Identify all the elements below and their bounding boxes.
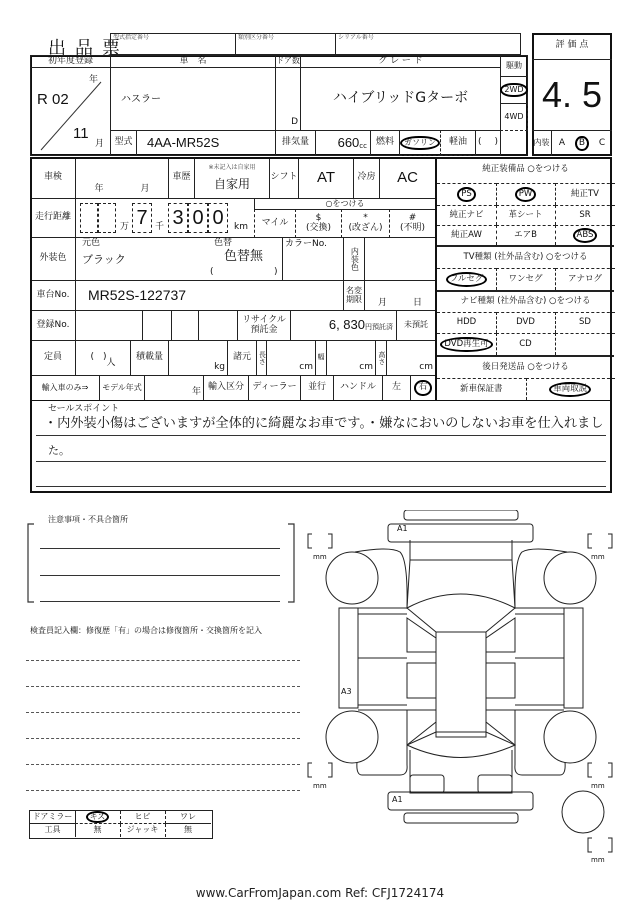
shaken-month: 月 bbox=[140, 184, 150, 195]
mm-label: mm bbox=[313, 782, 327, 790]
mileage-tampered-sub: (改ざん) bbox=[348, 222, 383, 233]
equipment-option bbox=[555, 183, 615, 205]
drive-2wd: 2WD bbox=[500, 83, 527, 98]
first-reg-cell bbox=[30, 67, 111, 156]
model-year-label: モデル年式 bbox=[99, 375, 145, 401]
sales-point-label: セールスポイント bbox=[48, 404, 120, 414]
jack-value: 無 bbox=[184, 825, 192, 835]
height-cm: cm bbox=[386, 340, 436, 376]
inspector-label: 検査員記入欄：修復歴「有」の場合は修復箇所・交換箇所を記入 bbox=[30, 626, 262, 635]
mirror-label: ドアミラー bbox=[30, 811, 76, 824]
front-bumper bbox=[388, 524, 533, 542]
ac-label: 冷房 bbox=[353, 157, 380, 199]
rear-left-wheel bbox=[326, 711, 378, 763]
equipment-option-circled: フルセグ bbox=[446, 272, 488, 287]
equipment-option-label: 純正AW bbox=[451, 229, 482, 240]
fuel-gasoline: ガソリン bbox=[400, 136, 440, 151]
tread-bracket bbox=[588, 763, 612, 777]
sales-point-line1: ・内外装小傷はございますが全体的に綺麗なお車です。・嫌なにおいのしないお車を仕入れまし bbox=[44, 416, 604, 431]
interior-grade-a: A bbox=[552, 130, 572, 156]
equipment-option-circled: 車両取説 bbox=[549, 382, 591, 397]
equipment-option-label: SD bbox=[579, 317, 591, 328]
equipment-option-label: 純正ナビ bbox=[449, 209, 484, 220]
equipment-option bbox=[496, 333, 556, 355]
interior-grade-c: C bbox=[592, 130, 612, 156]
recycle-unit: 円預託済 bbox=[365, 322, 393, 331]
chassis-label: 車台No. bbox=[30, 280, 76, 311]
mileage-label: 走行距離 bbox=[30, 198, 76, 238]
month-unit: 月 bbox=[95, 139, 105, 149]
import-parallel: 並行 bbox=[300, 375, 334, 401]
mm-label: mm bbox=[591, 856, 605, 864]
right-side-sill bbox=[564, 608, 583, 708]
mileage-mile: マイル bbox=[254, 209, 296, 238]
mm-label: mm bbox=[591, 553, 605, 561]
left-side-panels bbox=[358, 614, 407, 705]
equipment-option bbox=[437, 268, 497, 290]
rear-window bbox=[407, 732, 515, 758]
paren-close: ) bbox=[494, 137, 498, 148]
interior-color-label: 内装色 bbox=[343, 237, 365, 281]
equipment-option bbox=[437, 378, 527, 400]
model-label: 型式 bbox=[110, 130, 137, 156]
reg-no-label: 登録No. bbox=[30, 310, 76, 341]
tread-bracket bbox=[308, 763, 332, 777]
front-right-wheel bbox=[544, 552, 596, 604]
recycle-not-deposited: 未預託 bbox=[396, 310, 436, 341]
right-side-panels bbox=[515, 614, 564, 705]
equipment-option bbox=[437, 312, 497, 333]
shift-value: AT bbox=[298, 157, 354, 199]
import-label: 輸入車のみ⇒ bbox=[30, 375, 100, 401]
tools-label: 工具 bbox=[30, 824, 76, 837]
history-value: 自家用 bbox=[213, 176, 250, 191]
import-type-label: 輸入区分 bbox=[203, 375, 249, 401]
equipment-option bbox=[555, 225, 615, 245]
tread-bracket bbox=[588, 838, 612, 852]
windshield bbox=[407, 608, 515, 632]
rear-light-right bbox=[478, 775, 512, 793]
mileage-digit: 0 bbox=[188, 203, 208, 233]
color-no-label: カラーNo. bbox=[282, 237, 344, 281]
equipment-option-circled: DVD再生可 bbox=[440, 337, 492, 352]
car-name: ハスラー bbox=[121, 93, 161, 105]
deadline-month: 月 bbox=[377, 298, 387, 309]
orig-color: ブラック bbox=[82, 253, 126, 266]
handle-label: ハンドル bbox=[333, 375, 383, 401]
mm-label: mm bbox=[591, 782, 605, 790]
orig-color-label: 元色 bbox=[82, 238, 101, 248]
front-bumper-guard bbox=[404, 510, 518, 520]
tread-bracket bbox=[308, 534, 332, 548]
sales-point-section bbox=[30, 400, 612, 493]
cc-unit: cc bbox=[359, 142, 367, 151]
drive-4wd: 4WD bbox=[500, 103, 528, 131]
spare-wheel bbox=[562, 791, 604, 833]
shaken-label: 車検 bbox=[30, 157, 76, 199]
mileage-unknown-sub: (不明) bbox=[399, 222, 426, 233]
fuel-diesel: 軽油 bbox=[440, 130, 476, 156]
equipment-option-label: アナログ bbox=[567, 273, 602, 284]
mirror-break: ワレ bbox=[165, 811, 211, 824]
drive-label: 駆動 bbox=[500, 55, 528, 77]
color-cell bbox=[75, 237, 283, 281]
category-label: 類別区分番号 bbox=[238, 34, 275, 41]
hood-front bbox=[410, 540, 512, 560]
width-label: 幅 bbox=[315, 340, 327, 376]
equipment-option-label: 純正TV bbox=[570, 188, 599, 199]
deadline-day: 日 bbox=[412, 298, 422, 309]
color-change-label: 色替 bbox=[214, 238, 233, 248]
capacity-value: ( ) bbox=[90, 352, 107, 363]
equipment-option bbox=[496, 183, 556, 205]
equipment-option-label: DVD bbox=[516, 317, 535, 328]
tools-table bbox=[29, 810, 213, 839]
displacement: 660 bbox=[337, 134, 360, 150]
import-dealer: ディーラー bbox=[248, 375, 301, 401]
handle-left: 左 bbox=[382, 375, 411, 401]
equipment-option bbox=[437, 225, 497, 245]
notes-label: 注意事項・不具合箇所 bbox=[48, 515, 128, 524]
first-reg-label: 初年度登録 bbox=[30, 55, 111, 68]
recycle-label: リサイクル預託金 bbox=[237, 310, 291, 341]
equipment-option bbox=[496, 225, 556, 245]
equipment-option-label: エアB bbox=[514, 229, 537, 240]
front-pillars bbox=[407, 618, 515, 652]
interior-grade-b: B bbox=[575, 136, 589, 152]
spec-label: 諸元 bbox=[227, 340, 257, 376]
tools-value: 無 bbox=[75, 824, 121, 837]
load-label: 積載量 bbox=[130, 340, 169, 376]
equipment-section-header: 後日発送品 ○をつける bbox=[437, 355, 614, 378]
paren-close: ) bbox=[274, 267, 278, 277]
shift-label: シフト bbox=[269, 157, 299, 199]
paren-open: ( bbox=[478, 137, 482, 148]
mileage-digit: 0 bbox=[208, 203, 228, 233]
reg-month: 11 bbox=[73, 125, 89, 142]
mm-label: mm bbox=[313, 553, 327, 561]
mileage-digits bbox=[75, 198, 255, 238]
door-unit: D bbox=[291, 117, 298, 128]
right-rear-fender bbox=[515, 710, 565, 775]
overall-score: 4. 5 bbox=[541, 74, 603, 116]
equipment-option-label: 新車保証書 bbox=[459, 383, 503, 394]
equipment-option bbox=[526, 378, 616, 400]
history-label: 車歴 bbox=[168, 157, 195, 199]
mileage-digit: 3 bbox=[168, 203, 188, 233]
rear-light-left bbox=[410, 775, 444, 793]
capacity-label: 定員 bbox=[30, 340, 76, 376]
history-note: ※未記入は自家用 bbox=[208, 164, 256, 172]
tread-bracket bbox=[588, 534, 612, 548]
reg-era-year: R 02 bbox=[37, 91, 69, 108]
equipment-option-label: 革シート bbox=[508, 209, 543, 220]
sheet-title: 出 品 票 bbox=[48, 38, 123, 58]
equipment-option-circled: ABS bbox=[573, 228, 598, 243]
equipment-option bbox=[496, 312, 556, 333]
door-label: ドア数 bbox=[275, 55, 301, 68]
ac-value: AC bbox=[379, 157, 436, 199]
shaken-year: 年 bbox=[94, 184, 104, 195]
left-door-front bbox=[407, 663, 436, 698]
score-label: 評 価 点 bbox=[532, 33, 612, 60]
equipment-option bbox=[555, 268, 615, 290]
rear-bumper bbox=[388, 792, 533, 810]
equipment-panel bbox=[435, 157, 614, 401]
equipment-section-header: TV種類 (社外品含む) ○をつける bbox=[437, 245, 614, 268]
mileage-exchanged-sub: (交換) bbox=[305, 222, 332, 233]
right-door-front bbox=[486, 663, 515, 698]
grade: ハイブリッドGターボ bbox=[332, 90, 469, 107]
handle-right: 右 bbox=[414, 380, 431, 396]
interior-label: 内装 bbox=[532, 130, 552, 156]
equipment-option bbox=[437, 205, 497, 225]
rear-bumper-guard bbox=[404, 813, 518, 823]
footer-ref: www.CarFromJapan.com Ref: CFJ1724174 bbox=[195, 886, 445, 900]
equipment-option bbox=[496, 205, 556, 225]
mileage-digit: 7 bbox=[132, 203, 152, 233]
roof bbox=[436, 632, 486, 737]
equipment-option bbox=[555, 333, 615, 355]
mileage-mark-note: ○をつける bbox=[254, 198, 436, 210]
left-rear-fender bbox=[357, 710, 407, 775]
type-cert-label: 型式指定番号 bbox=[113, 34, 150, 41]
km-unit: km bbox=[234, 222, 248, 232]
model-code: 4AA-MR52S bbox=[147, 134, 220, 150]
equipment-option-label: ワンセグ bbox=[508, 273, 543, 284]
equipment-option bbox=[437, 183, 497, 205]
equipment-option bbox=[555, 205, 615, 225]
year-unit: 年 bbox=[89, 75, 99, 85]
equipment-section-header: 純正装備品 ○をつける bbox=[482, 164, 569, 175]
equipment-option bbox=[437, 333, 497, 355]
hood bbox=[407, 560, 515, 608]
equipment-option bbox=[555, 312, 615, 333]
rear-right-wheel bbox=[544, 711, 596, 763]
rear-bumper-code: A1 bbox=[392, 795, 403, 804]
equipment-option-circled: PS bbox=[457, 187, 476, 202]
grade-label: グ レ ー ド bbox=[300, 55, 501, 68]
front-left-wheel bbox=[326, 552, 378, 604]
length-cm: cm bbox=[266, 340, 316, 376]
equipment-option-circled: PW bbox=[515, 187, 537, 202]
mileage-exchanged: $ bbox=[315, 212, 322, 223]
front-bumper-code: A1 bbox=[397, 524, 408, 533]
height-label: 高さ bbox=[375, 340, 387, 376]
kg-unit: kg bbox=[168, 340, 228, 376]
left-front-fender bbox=[355, 549, 407, 608]
rear-pillars bbox=[407, 710, 515, 745]
equipment-option-label: HDD bbox=[456, 317, 477, 328]
name-change-deadline-label: 名変期限 bbox=[343, 280, 365, 311]
serial-label: シリアル番号 bbox=[338, 34, 374, 41]
right-front-fender bbox=[515, 549, 567, 608]
sales-point-line2: た。 bbox=[48, 444, 70, 457]
length-label: 長さ bbox=[256, 340, 267, 376]
mirror-crack: ヒビ bbox=[120, 811, 166, 824]
sen-unit: 千 bbox=[155, 222, 165, 232]
mileage-tampered: * bbox=[363, 212, 368, 223]
jack-label: ジャッキ bbox=[120, 824, 166, 837]
exterior-color-label: 外装色 bbox=[30, 237, 76, 281]
man-unit: 万 bbox=[120, 222, 130, 232]
fuel-label: 燃料 bbox=[370, 130, 400, 156]
paren-open: ( bbox=[210, 267, 214, 277]
color-change: 色替無 bbox=[224, 249, 264, 264]
recycle-value: 6, 830 bbox=[328, 317, 365, 333]
left-side-code: A3 bbox=[341, 687, 352, 696]
equipment-option bbox=[496, 268, 556, 290]
mirror-scratch: キズ bbox=[86, 811, 110, 824]
trunk bbox=[410, 750, 512, 793]
person-unit: 人 bbox=[106, 358, 116, 369]
equipment-section-header: ナビ種類 (社外品含む) ○をつける bbox=[437, 290, 614, 312]
mileage-unknown: # bbox=[408, 212, 417, 223]
displacement-label: 排気量 bbox=[275, 130, 316, 156]
width-cm: cm bbox=[326, 340, 376, 376]
equipment-option-label: SR bbox=[579, 209, 591, 220]
car-name-label: 車 名 bbox=[110, 55, 276, 68]
chassis-number: MR52S-122737 bbox=[88, 286, 187, 303]
model-year-unit: 年 bbox=[144, 375, 204, 401]
equipment-option-label: CD bbox=[519, 338, 532, 349]
